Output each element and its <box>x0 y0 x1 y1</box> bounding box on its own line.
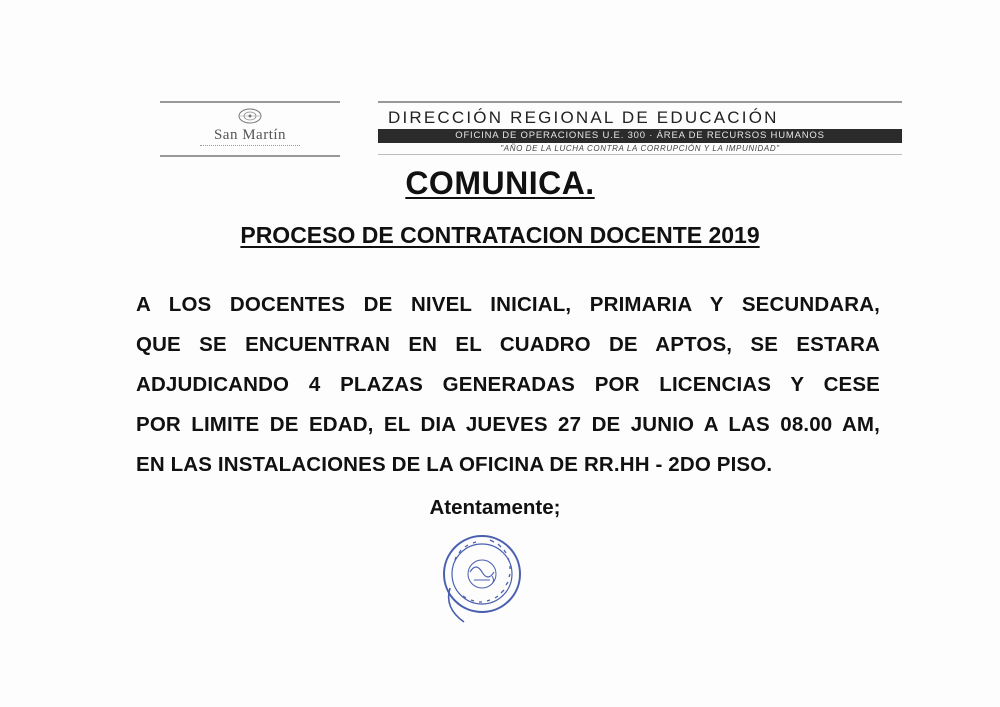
notice-title: COMUNICA. <box>405 165 595 201</box>
closing-salutation: Atentamente; <box>429 496 561 519</box>
notice-subtitle: PROCESO DE CONTRATACION DOCENTE 2019 <box>240 222 760 248</box>
regional-emblem-icon <box>237 107 263 125</box>
agency-header <box>378 101 902 156</box>
agency-office-bar: OFICINA DE OPERACIONES U.E. 300 · ÁREA DE RECURSOS HUMANOS <box>378 129 902 143</box>
agency-motto: "AÑO DE LA LUCHA CONTRA LA CORRUPCIÓN Y LA IMPUNIDAD" <box>500 144 780 153</box>
notice-body <box>136 285 880 485</box>
notice-title-wrap <box>0 165 1000 202</box>
body-line: EN LAS INSTALACIONES DE LA OFICINA DE RR.HH - 2DO PISO. <box>136 453 773 476</box>
agency-title: DIRECCIÓN REGIONAL DE EDUCACIÓN <box>388 108 779 127</box>
official-seal-stamp-icon <box>430 528 530 628</box>
body-line: A LOS DOCENTES DE NIVEL INICIAL, PRIMARIA Y SECUNDARA, <box>136 293 880 316</box>
agency-top-rule <box>378 101 902 103</box>
logo-block <box>160 101 340 157</box>
body-line: ADJUDICANDO 4 PLAZAS GENERADAS POR LICENCIAS Y CESE <box>136 373 880 396</box>
agency-bottom-rule <box>378 154 902 155</box>
body-line: QUE SE ENCUENTRAN EN EL CUADRO DE APTOS, SE ESTARA <box>136 333 880 356</box>
body-line: POR LIMITE DE EDAD, EL DIA JUEVES 27 DE JUNIO A LAS 08.00 AM, <box>136 413 880 436</box>
logo-underline <box>200 145 300 149</box>
logo-name: San Martín <box>213 127 287 143</box>
notice-subtitle-wrap <box>0 222 1000 249</box>
